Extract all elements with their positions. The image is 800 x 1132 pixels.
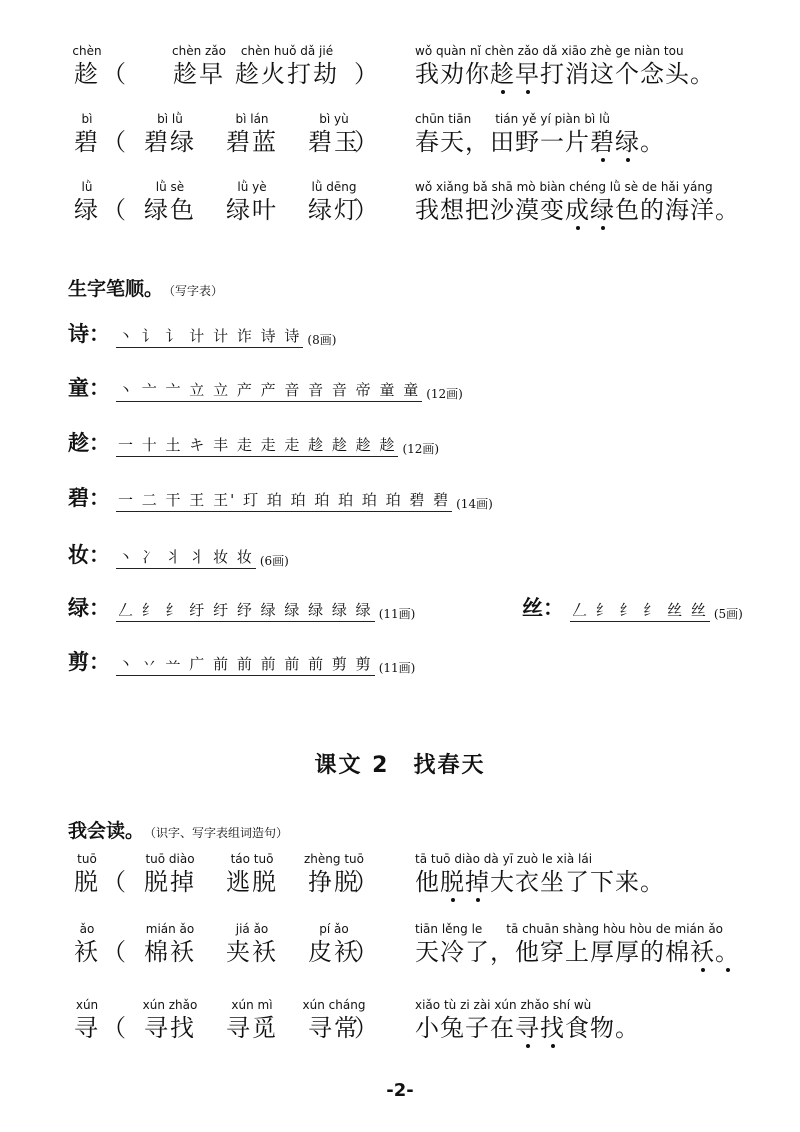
pinyin: xún zhǎo — [142, 998, 198, 1012]
stroke-sequence: 丶 讠 讠 计 计 诈 诗 诗 — [116, 325, 303, 348]
vocab-word — [222, 44, 352, 94]
stroke-sequence: 一 二 干 王 王' 玎 珀 珀 珀 珀 珀 珀 碧 碧 — [116, 489, 452, 512]
hanzi: 碧蓝 — [226, 128, 278, 156]
sentence-text: 我劝你趁早打消这个念头。 — [415, 60, 715, 88]
hanzi: （ — [102, 196, 128, 224]
vocab-row — [72, 852, 787, 902]
hanzi: 脱 — [74, 868, 100, 896]
vocab-words — [72, 852, 402, 902]
vocab-character — [72, 112, 102, 162]
pinyin: lǜ sè — [155, 180, 185, 194]
close-paren — [354, 44, 380, 94]
pinyin: zhèng tuō — [304, 852, 364, 866]
read-section-title: 我会读。 — [68, 820, 145, 842]
stroke-char: 碧： — [68, 486, 110, 510]
vocab-word — [212, 922, 292, 972]
stroke-sequence: 丶 冫 丬 丬 妆 妆 — [116, 546, 256, 569]
stroke-row-shi — [68, 318, 336, 354]
pinyin: bì lǜ — [157, 112, 183, 126]
stroke-char: 趁： — [68, 431, 110, 455]
example-sentence — [415, 852, 795, 902]
stroke-section-heading — [68, 274, 223, 301]
vocab-word — [212, 852, 292, 902]
pinyin: bì lán — [235, 112, 269, 126]
stroke-char: 丝： — [522, 596, 564, 620]
sentence-text: 他脱掉大衣坐了下来。 — [415, 868, 665, 896]
stroke-row-tong — [68, 372, 463, 408]
close-paren — [354, 922, 380, 972]
vocab-word — [130, 112, 210, 162]
hanzi: 绿 — [74, 196, 100, 224]
pinyin — [102, 112, 128, 126]
pinyin: mián ǎo — [145, 922, 195, 936]
close-paren — [354, 998, 380, 1048]
stroke-sequence: 丶 丷 䒑 广 前 前 前 前 前 剪 剪 — [116, 653, 375, 676]
pinyin — [354, 922, 380, 936]
open-paren — [102, 922, 128, 972]
stroke-count: (14画) — [456, 497, 493, 511]
stroke-count: (12画) — [426, 387, 463, 401]
open-paren — [102, 998, 128, 1048]
hanzi: 碧玉 — [308, 128, 360, 156]
stroke-sequence: 𠃋 纟 纟 纡 纡 纾 绿 绿 绿 绿 绿 — [116, 599, 375, 622]
pinyin: xún — [75, 998, 99, 1012]
hanzi: 绿叶 — [226, 196, 278, 224]
vocab-word — [130, 852, 210, 902]
stroke-count: (11画) — [378, 661, 416, 675]
vocab-row — [72, 922, 787, 972]
vocab-words — [72, 998, 402, 1048]
hanzi: 寻找 — [144, 1014, 196, 1042]
example-sentence — [415, 922, 795, 972]
sentence-text: 我想把沙漠变成绿色的海洋。 — [415, 196, 740, 224]
pinyin — [354, 44, 380, 58]
hanzi: 挣脱 — [308, 868, 360, 896]
pinyin: bì yù — [319, 112, 349, 126]
sentence-text: 春天，田野一片碧绿。 — [415, 128, 665, 156]
stroke-count: (12画) — [402, 442, 440, 456]
vocab-character — [72, 44, 102, 94]
sentence-text: 小兔子在寻找食物。 — [415, 1014, 640, 1042]
hanzi: （ — [102, 1014, 128, 1042]
vocab-words — [72, 112, 402, 162]
hanzi: 寻觅 — [226, 1014, 278, 1042]
pinyin: chèn huǒ dǎ jié — [240, 44, 334, 58]
example-sentence — [415, 180, 795, 230]
stroke-sequence: 一 十 土 キ 丰 走 走 走 趁 趁 趁 趁 — [116, 434, 398, 457]
hanzi: ） — [354, 938, 380, 966]
pinyin — [354, 112, 380, 126]
hanzi: 棉袄 — [144, 938, 196, 966]
pinyin: pí ǎo — [319, 922, 349, 936]
pinyin — [102, 44, 128, 58]
vocab-word — [130, 180, 210, 230]
pinyin — [354, 852, 380, 866]
pinyin: lǜ — [81, 180, 93, 194]
hanzi: 脱掉 — [144, 868, 196, 896]
example-sentence — [415, 112, 795, 162]
vocab-word — [212, 112, 292, 162]
example-sentence — [415, 44, 795, 94]
pinyin: chèn zǎo — [172, 44, 226, 58]
pinyin: jiá ǎo — [235, 922, 269, 936]
stroke-count: (6画) — [259, 554, 289, 568]
stroke-char: 绿： — [68, 596, 110, 620]
hanzi: ） — [354, 128, 380, 156]
lesson-title: 课文 2 找春天 — [314, 753, 486, 778]
vocab-character — [72, 998, 102, 1048]
hanzi: 趁早 — [173, 60, 225, 88]
read-section-note: （识字、写字表组词造句） — [150, 826, 289, 840]
stroke-row-bi — [68, 482, 493, 518]
hanzi: （ — [102, 868, 128, 896]
hanzi: 碧 — [74, 128, 100, 156]
hanzi: （ — [102, 128, 128, 156]
stroke-char: 童： — [68, 376, 110, 400]
read-section-heading — [68, 816, 288, 843]
open-paren — [102, 180, 128, 230]
vocab-character — [72, 180, 102, 230]
pinyin — [354, 180, 380, 194]
hanzi: 袄 — [74, 938, 100, 966]
stroke-row-lv — [68, 592, 415, 628]
hanzi: 皮袄 — [308, 938, 360, 966]
vocab-row — [72, 180, 787, 230]
hanzi: 寻常 — [308, 1014, 360, 1042]
pinyin — [102, 922, 128, 936]
vocab-character — [72, 852, 102, 902]
stroke-row-zhuang — [68, 539, 289, 575]
stroke-count: (8画) — [307, 333, 337, 347]
pinyin: lǜ yè — [237, 180, 267, 194]
hanzi: ） — [354, 196, 380, 224]
hanzi: 夹袄 — [226, 938, 278, 966]
stroke-count: (5画) — [713, 607, 743, 621]
stroke-char: 妆： — [68, 543, 110, 567]
pinyin: xún mì — [231, 998, 273, 1012]
page-number: -2- — [386, 1080, 414, 1101]
pinyin: bì — [81, 112, 93, 126]
pinyin — [102, 998, 128, 1012]
pinyin: chèn — [72, 44, 102, 58]
hanzi: 趁火打劫 — [235, 60, 339, 88]
vocab-character — [72, 922, 102, 972]
stroke-row-chen — [68, 427, 439, 463]
example-sentence — [415, 998, 795, 1048]
vocab-word — [212, 998, 292, 1048]
vocab-row — [72, 998, 787, 1048]
vocab-row — [72, 112, 787, 162]
vocab-word — [130, 922, 210, 972]
open-paren — [102, 44, 128, 94]
open-paren — [102, 112, 128, 162]
sentence-pinyin: wǒ quàn nǐ chèn zǎo dǎ xiāo zhè ge niàn tou — [415, 44, 684, 58]
stroke-sequence: 𠃋 纟 纟 纟 丝 丝 — [570, 599, 710, 622]
hanzi: 逃脱 — [226, 868, 278, 896]
sentence-text: 天冷了，他穿上厚厚的棉袄。 — [415, 938, 740, 966]
close-paren — [354, 852, 380, 902]
stroke-sequence: 丶 亠 亠 立 立 产 产 音 音 音 帝 童 童 — [116, 379, 422, 402]
vocab-words — [72, 180, 402, 230]
stroke-count: (11画) — [378, 607, 416, 621]
stroke-char: 剪： — [68, 650, 110, 674]
sentence-pinyin: chūn tiān tián yě yí piàn bì lǜ — [415, 112, 611, 126]
hanzi: （ — [102, 938, 128, 966]
pinyin — [102, 180, 128, 194]
hanzi: 趁 — [74, 60, 100, 88]
hanzi: ） — [354, 868, 380, 896]
close-paren — [354, 180, 380, 230]
sentence-pinyin: tā tuō diào dà yī zuò le xià lái — [415, 852, 593, 866]
vocab-words — [72, 922, 402, 972]
stroke-char: 诗： — [68, 322, 110, 346]
close-paren — [354, 112, 380, 162]
pinyin: tuō — [77, 852, 97, 866]
hanzi: ） — [354, 60, 380, 88]
sentence-pinyin: xiǎo tù zi zài xún zhǎo shí wù — [415, 998, 592, 1012]
pinyin: lǜ dēng — [311, 180, 357, 194]
hanzi: （ — [102, 60, 128, 88]
pinyin — [102, 852, 128, 866]
pinyin: tuō diào — [145, 852, 195, 866]
vocab-word — [212, 180, 292, 230]
sentence-pinyin: tiān lěng le tā chuān shàng hòu hòu de mián ǎo — [415, 922, 724, 936]
stroke-section-title: 生字笔顺。 — [68, 278, 164, 300]
pinyin: táo tuō — [230, 852, 274, 866]
hanzi: ） — [354, 1014, 380, 1042]
hanzi: 寻 — [74, 1014, 100, 1042]
stroke-section-note: （写字表） — [169, 284, 224, 298]
vocab-row — [72, 44, 787, 94]
stroke-row-jian — [68, 646, 415, 682]
hanzi: 绿色 — [144, 196, 196, 224]
pinyin — [354, 998, 380, 1012]
pinyin: xún cháng — [302, 998, 366, 1012]
vocab-words — [72, 44, 402, 94]
hanzi: 绿灯 — [308, 196, 360, 224]
open-paren — [102, 852, 128, 902]
vocab-word — [130, 998, 210, 1048]
pinyin: ǎo — [79, 922, 95, 936]
sentence-pinyin: wǒ xiǎng bǎ shā mò biàn chéng lǜ sè de hǎi yáng — [415, 180, 713, 194]
hanzi: 碧绿 — [144, 128, 196, 156]
stroke-row-si — [522, 592, 743, 628]
